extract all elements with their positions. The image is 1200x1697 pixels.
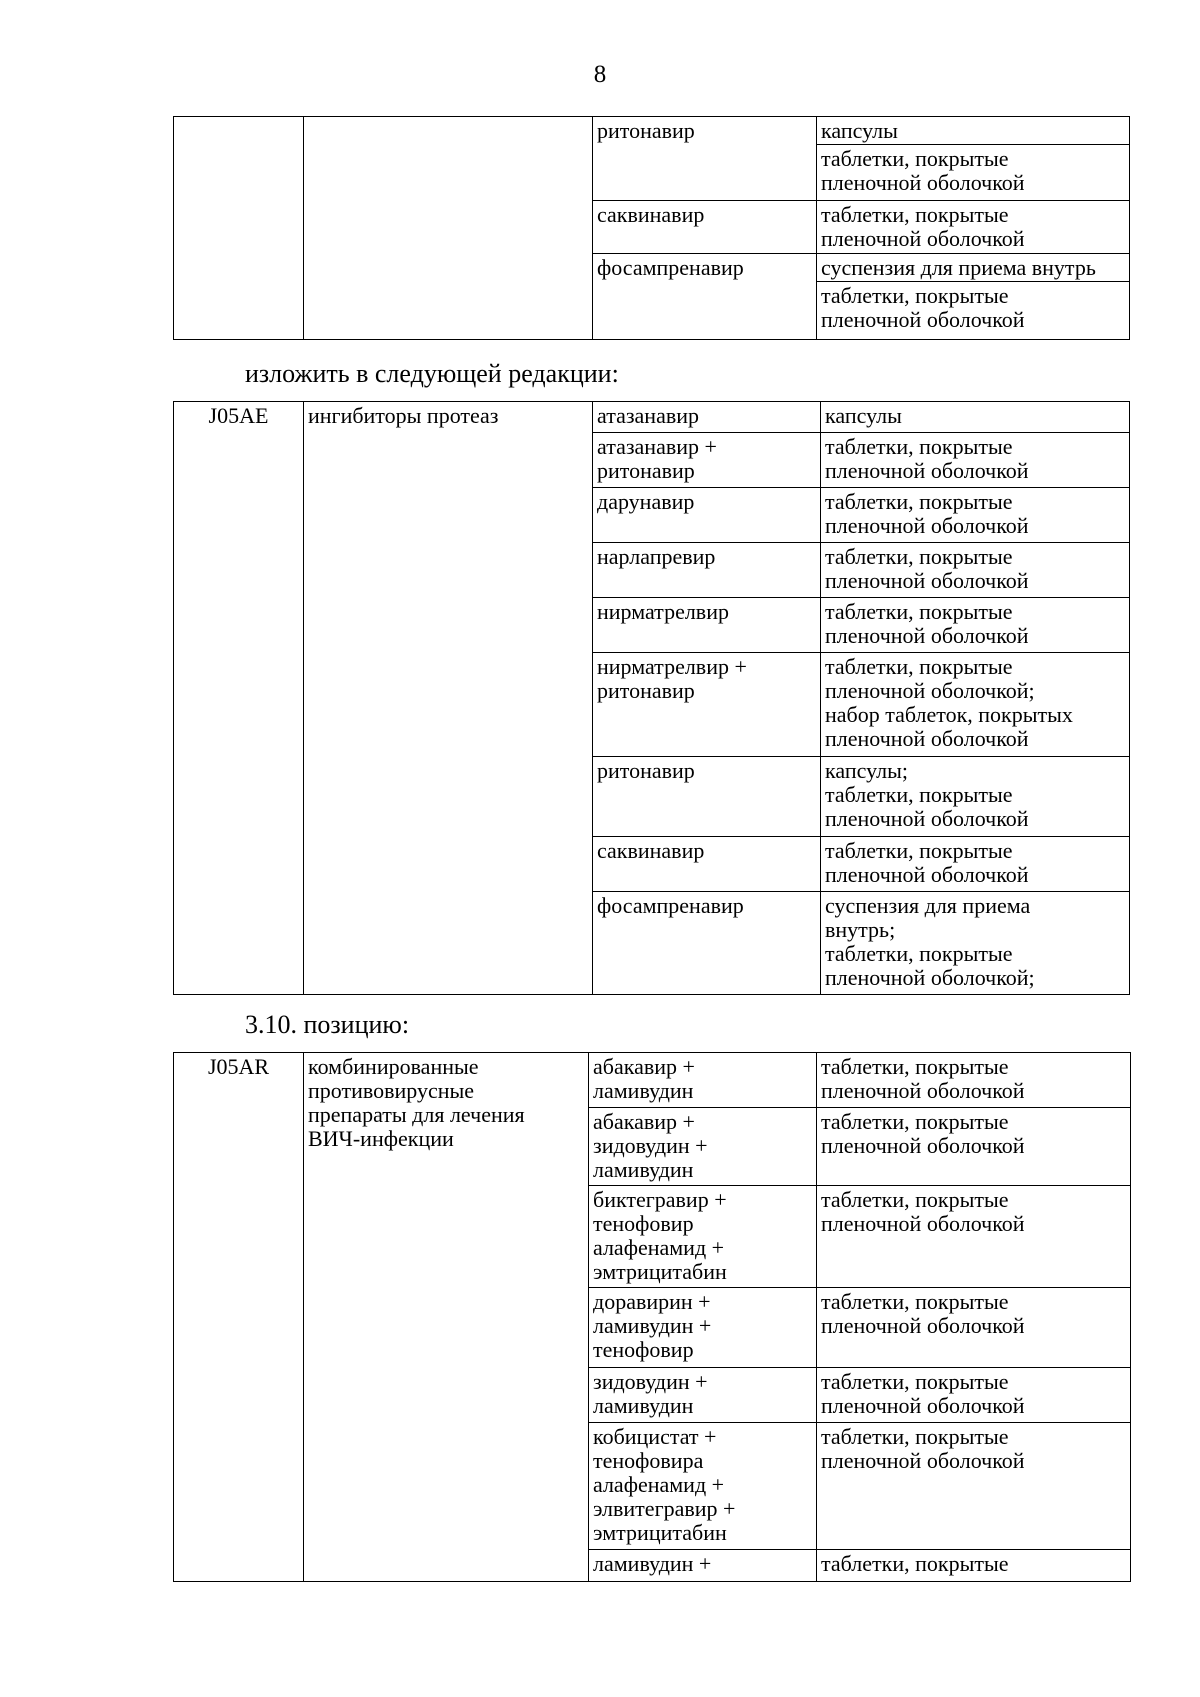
dosage-forms-cell <box>817 117 1130 201</box>
drug-name: абакавир + ламивудин <box>589 1053 817 1108</box>
j05ae-table <box>173 401 1130 995</box>
dosage-form: капсулы <box>821 118 898 143</box>
dosage-form: таблетки, покрытые пленочной оболочкой <box>817 281 1129 333</box>
dosage-form: таблетки, покрытые пленочной оболочкой <box>817 1108 1131 1186</box>
drug-name: зидовудин + ламивудин <box>589 1368 817 1423</box>
heading-new-edition: изложить в следующей редакции: <box>245 359 619 388</box>
dosage-form: таблетки, покрытые пленочной оболочкой <box>817 144 1129 196</box>
dosage-form: таблетки, покрытые пленочной оболочкой <box>817 1186 1131 1288</box>
dosage-form: таблетки, покрытые пленочной оболочкой <box>821 598 1130 653</box>
dosage-form: таблетки, покрытые пленочной оболочкой <box>821 433 1130 488</box>
drug-name: саквинавир <box>593 201 817 254</box>
drug-name: фосампренавир <box>593 254 817 340</box>
dosage-form: таблетки, покрытые пленочной оболочкой <box>817 1423 1131 1550</box>
dosage-form: таблетки, покрытые <box>817 1550 1131 1582</box>
drug-name: биктегравир + тенофовир алафенамид + эмтрицитабин <box>589 1186 817 1288</box>
heading-position: 3.10. позицию: <box>245 1010 410 1039</box>
dosage-forms-cell <box>817 254 1130 340</box>
drug-name: нирматрелвир <box>593 598 821 653</box>
dosage-form: таблетки, покрытые пленочной оболочкой <box>817 1053 1131 1108</box>
drug-name: абакавир + зидовудин + ламивудин <box>589 1108 817 1186</box>
dosage-form: таблетки, покрытые пленочной оболочкой <box>821 837 1130 892</box>
dosage-form: таблетки, покрытые пленочной оболочкой <box>817 1288 1131 1368</box>
dosage-form: таблетки, покрытые пленочной оболочкой <box>821 543 1130 598</box>
dosage-form: таблетки, покрытые пленочной оболочкой <box>821 202 1025 251</box>
table-row <box>174 117 1130 201</box>
dosage-forms-cell <box>817 201 1130 254</box>
dosage-form: суспензия для приема внутрь; таблетки, покрытые пленочной оболочкой; <box>821 892 1130 995</box>
code-cell <box>174 117 304 340</box>
drug-name: фосампренавир <box>593 892 821 995</box>
dosage-form: таблетки, покрытые пленочной оболочкой <box>817 1368 1131 1423</box>
drug-name: доравирин + ламивудин + тенофовир <box>589 1288 817 1368</box>
dosage-form: суспензия для приема внутрь <box>821 255 1096 280</box>
dosage-form: таблетки, покрытые пленочной оболочкой; набор таблеток, покрытых пленочной оболочкой <box>821 653 1130 757</box>
table-row <box>174 402 1130 433</box>
dosage-form: таблетки, покрытые пленочной оболочкой <box>821 488 1130 543</box>
drug-name: кобицистат + тенофовира алафенамид + элвитегравир + эмтрицитабин <box>589 1423 817 1550</box>
table-row <box>174 1053 1131 1108</box>
page-number: 8 <box>593 61 607 88</box>
dosage-form: капсулы <box>821 402 1130 433</box>
drug-name: атазанавир + ритонавир <box>593 433 821 488</box>
j05ar-table <box>173 1052 1131 1582</box>
atc-group-name: ингибиторы протеаз <box>304 402 593 995</box>
drug-name: атазанавир <box>593 402 821 433</box>
drug-name: ритонавир <box>593 757 821 837</box>
drug-name: нарлапревир <box>593 543 821 598</box>
atc-code: J05AR <box>174 1053 304 1582</box>
drug-name: ламивудин + <box>589 1550 817 1582</box>
atc-code: J05AE <box>174 402 304 995</box>
dosage-form: капсулы; таблетки, покрытые пленочной оболочкой <box>821 757 1130 837</box>
group-cell <box>304 117 593 340</box>
drug-name: нирматрелвир + ритонавир <box>593 653 821 757</box>
atc-group-name: комбинированные противовирусные препараты для лечения ВИЧ-инфекции <box>304 1053 589 1582</box>
old-wording-table <box>173 116 1130 340</box>
drug-name: ритонавир <box>593 117 817 201</box>
drug-name: дарунавир <box>593 488 821 543</box>
drug-name: саквинавир <box>593 837 821 892</box>
